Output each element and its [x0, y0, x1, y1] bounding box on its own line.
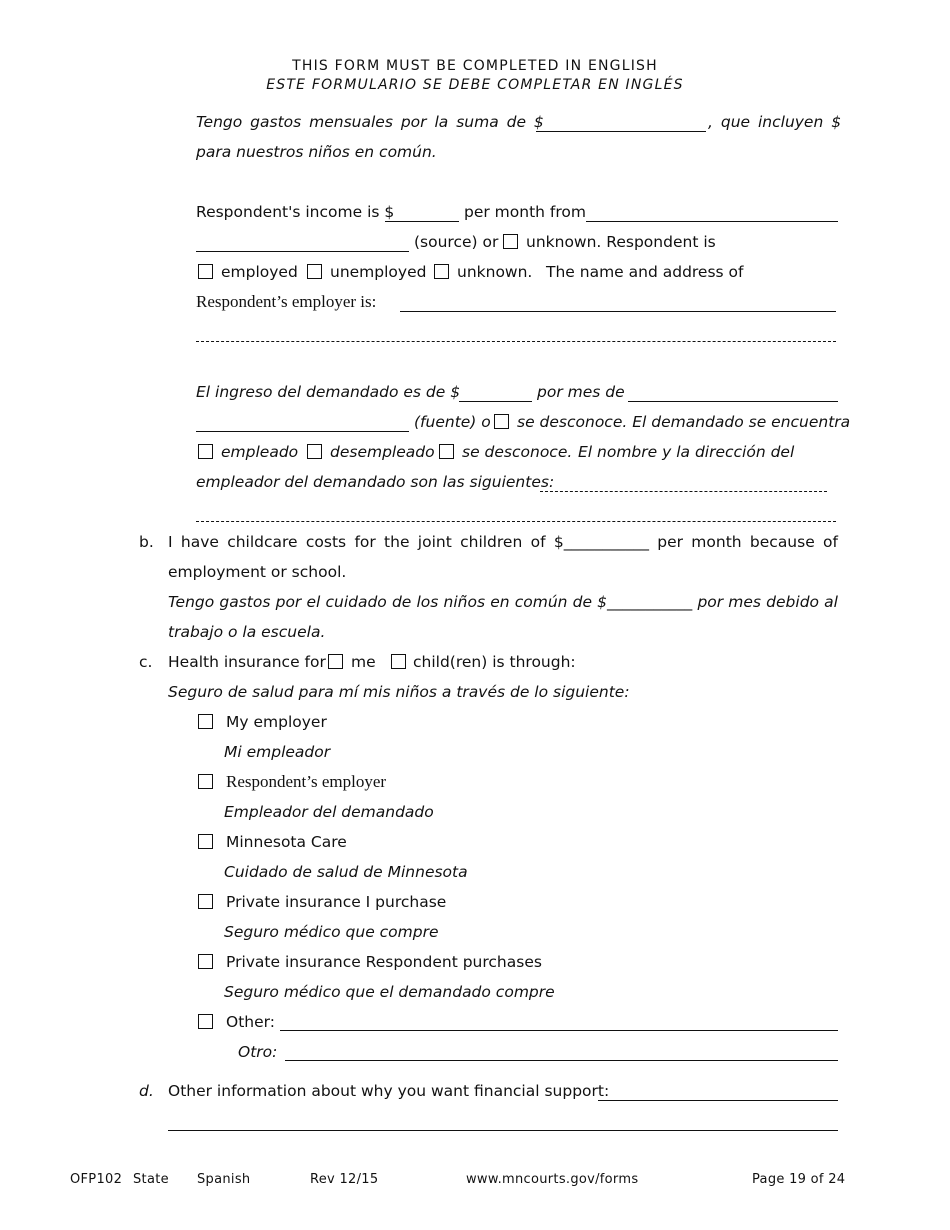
section-b-letter: b.: [139, 533, 154, 551]
respondent-income-source-field[interactable]: [196, 251, 409, 252]
footer-form-id: OFP102: [70, 1172, 123, 1187]
insurance-children-checkbox[interactable]: [391, 654, 406, 669]
respondent-empleador-es-field-line2[interactable]: [196, 521, 836, 522]
option-minnesota-care-es-label: Cuidado de salud de Minnesota: [224, 863, 468, 881]
respondent-employer-field[interactable]: [400, 311, 836, 312]
respondent-employed-checkbox[interactable]: [198, 264, 213, 279]
option-my-employer-checkbox[interactable]: [198, 714, 213, 729]
respondent-unemployed-checkbox[interactable]: [307, 264, 322, 279]
respondent-income-unknown-checkbox[interactable]: [503, 234, 518, 249]
respondent-income-amount-field[interactable]: [385, 221, 459, 222]
respondent-income-from-field[interactable]: [586, 221, 838, 222]
respondent-employer-intro: The name and address of: [546, 263, 744, 281]
option-respondent-private-insurance-label: Private insurance Respondent purchases: [226, 953, 542, 971]
health-insurance-es-label: Seguro de salud para mí mis niños a través de lo siguiente:: [168, 683, 630, 701]
option-respondent-employer-es-label: Empleador del demandado: [224, 803, 434, 821]
respondent-nombre-label: El nombre y la dirección del: [578, 443, 795, 461]
respondent-fuente-label: (fuente) o: [414, 413, 491, 431]
option-other-checkbox[interactable]: [198, 1014, 213, 1029]
respondent-empleador-es-label: empleador del demandado son las siguientes:: [196, 473, 555, 491]
option-minnesota-care-checkbox[interactable]: [198, 834, 213, 849]
footer-revision: Rev 12/15: [310, 1172, 379, 1187]
section-b-es-line2: trabajo o la escuela.: [168, 623, 326, 641]
respondent-empleado-checkbox[interactable]: [198, 444, 213, 459]
insurance-children-label: child(ren) is through:: [413, 653, 576, 671]
respondent-es-unknown-checkbox[interactable]: [439, 444, 454, 459]
footer-url[interactable]: www.mncourts.gov/forms: [466, 1172, 639, 1187]
option-private-insurance-checkbox[interactable]: [198, 894, 213, 909]
respondent-source-or-label: (source) or: [414, 233, 499, 251]
option-private-insurance-es-label: Seguro médico que compre: [224, 923, 439, 941]
option-other-label: Other:: [226, 1013, 275, 1031]
section-b-es-line1: Tengo gastos por el cuidado de los niños en común de $___________ por mes debido al: [168, 593, 838, 611]
section-d-field-line2[interactable]: [168, 1130, 838, 1131]
respondent-per-month-label: per month from: [464, 203, 586, 221]
respondent-por-mes-label: por mes de: [537, 383, 625, 401]
header-spanish-notice: ESTE FORMULARIO SE DEBE COMPLETAR EN INGLÉS: [266, 77, 684, 93]
header-english-notice: THIS FORM MUST BE COMPLETED IN ENGLISH: [292, 58, 658, 74]
option-other-es-field[interactable]: [285, 1060, 838, 1061]
option-respondent-employer-label: Respondent’s employer: [226, 772, 387, 791]
section-d-label: Other information about why you want financial support:: [168, 1082, 610, 1100]
section-b-en-line2: employment or school.: [168, 563, 347, 581]
section-b-en-line1: I have childcare costs for the joint children of $___________ per month because of: [168, 533, 838, 551]
option-private-insurance-label: Private insurance I purchase: [226, 893, 447, 911]
respondent-income-es-unknown-checkbox[interactable]: [494, 414, 509, 429]
respondent-employer-label: Respondent’s employer is:: [196, 292, 377, 311]
expenses-es-text-2: , que incluyen $: [708, 113, 842, 131]
respondent-employment-unknown-checkbox[interactable]: [434, 264, 449, 279]
respondent-empleado-label: empleado: [221, 443, 299, 461]
respondent-unemployed-label: unemployed: [330, 263, 427, 281]
respondent-employer-field-line2[interactable]: [196, 341, 836, 342]
footer-page-number: Page 19 of 24: [752, 1172, 846, 1187]
respondent-employed-label: employed: [221, 263, 298, 281]
option-respondent-private-insurance-es-label: Seguro médico que el demandado compre: [224, 983, 555, 1001]
option-minnesota-care-label: Minnesota Care: [226, 833, 347, 851]
respondent-es-unknown-label: se desconoce.: [462, 443, 573, 461]
section-d-field[interactable]: [598, 1100, 838, 1101]
health-insurance-label: Health insurance for: [168, 653, 326, 671]
section-c-letter: c.: [139, 653, 153, 671]
respondent-income-label: Respondent's income is $: [196, 203, 395, 221]
option-respondent-private-insurance-checkbox[interactable]: [198, 954, 213, 969]
option-my-employer-es-label: Mi empleador: [224, 743, 331, 761]
respondent-desempleado-label: desempleado: [330, 443, 435, 461]
footer-state: State: [133, 1172, 169, 1187]
respondent-income-es-amount-field[interactable]: [459, 401, 532, 402]
respondent-desempleado-checkbox[interactable]: [307, 444, 322, 459]
footer-language: Spanish: [197, 1172, 251, 1187]
respondent-empleador-es-field[interactable]: [540, 491, 827, 492]
expenses-es-text-3: para nuestros niños en común.: [196, 143, 437, 161]
expenses-amount-field[interactable]: [536, 131, 706, 132]
respondent-income-es-from-field[interactable]: [628, 401, 838, 402]
respondent-desconoce-label: se desconoce. El demandado se encuentra: [517, 413, 851, 431]
respondent-income-es-source-field[interactable]: [196, 431, 409, 432]
expenses-es-text-1: Tengo gastos mensuales por la suma de $: [196, 113, 544, 131]
insurance-me-checkbox[interactable]: [328, 654, 343, 669]
option-respondent-employer-checkbox[interactable]: [198, 774, 213, 789]
respondent-income-es-label: El ingreso del demandado es de $: [196, 383, 461, 401]
option-other-field[interactable]: [280, 1030, 838, 1031]
section-d-letter: d.: [139, 1082, 154, 1100]
option-other-es-label: Otro:: [238, 1043, 278, 1061]
insurance-me-label: me: [351, 653, 376, 671]
option-my-employer-label: My employer: [226, 713, 327, 731]
respondent-unknown-label: unknown. Respondent is: [526, 233, 716, 251]
respondent-employment-unknown-label: unknown.: [457, 263, 533, 281]
